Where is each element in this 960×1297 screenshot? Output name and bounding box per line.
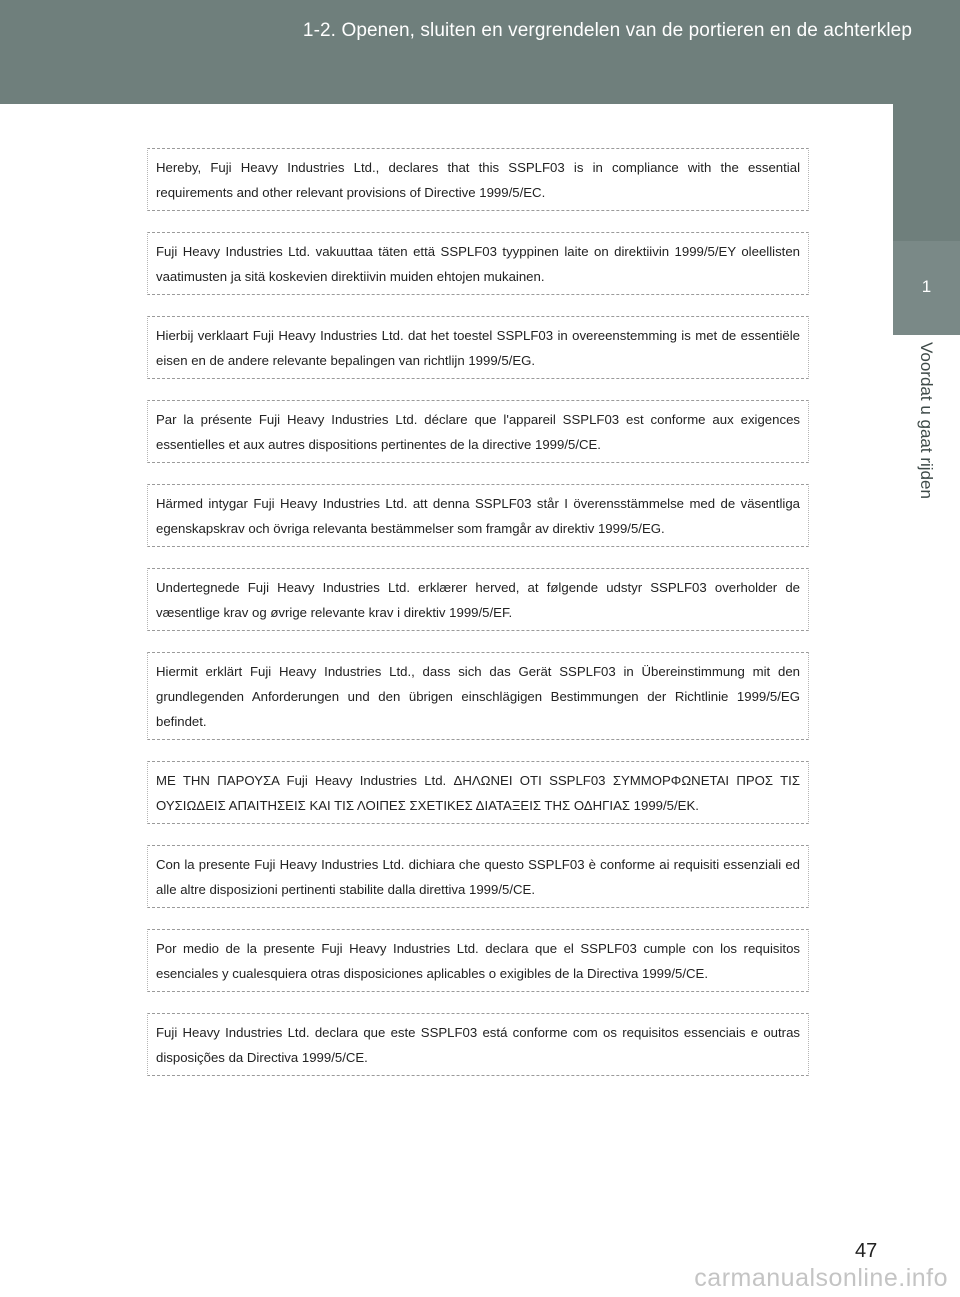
declaration-french: Par la présente Fuji Heavy Industries Ltd. déclare que l'appareil SSPLF03 est conforme aux exigences essentielles et aux autres dispositions pertinentes de la directive 1999/5/CE. [147, 400, 809, 463]
chapter-tab[interactable] [893, 241, 960, 335]
page-number: 47 [855, 1240, 878, 1262]
declaration-italian: Con la presente Fuji Heavy Industries Ltd. dichiara che questo SSPLF03 è conforme ai requisiti essenziali ed alle altre disposizioni pertinenti stabilite dalla direttiva 1999/5/CE. [147, 845, 809, 908]
side-tab-upper [893, 104, 960, 241]
declaration-portuguese: Fuji Heavy Industries Ltd. declara que este SSPLF03 está conforme com os requisitos essenciais e outras disposições da Directiva 1999/5/CE. [147, 1013, 809, 1076]
chapter-label: Voordat u gaat rijden [917, 342, 936, 499]
declaration-list [147, 148, 809, 1076]
declaration-dutch: Hierbij verklaart Fuji Heavy Industries Ltd. dat het toestel SSPLF03 in overeenstemming is met de essentiële eisen en de andere relevante bepalingen van richtlijn 1999/5/EG. [147, 316, 809, 379]
declaration-finnish: Fuji Heavy Industries Ltd. vakuuttaa täten että SSPLF03 tyyppinen laite on direktiivin 1999/5/EY oleellisten vaatimusten ja sitä koskevien direktiivin muiden ehtojen mukainen. [147, 232, 809, 295]
declaration-swedish: Härmed intygar Fuji Heavy Industries Ltd. att denna SSPLF03 står I överensstämmelse med de väsentliga egenskapskrav och övriga relevanta bestämmelser som framgår av direktiv 1999/5/EG. [147, 484, 809, 547]
section-title: 1-2. Openen, sluiten en vergrendelen van de portieren en de achterklep [302, 20, 912, 41]
declaration-german: Hiermit erklärt Fuji Heavy Industries Ltd., dass sich das Gerät SSPLF03 in Übereinstimmung mit den grundlegenden Anforderungen und den übrigen einschlägigen Bestimmungen der Richtlinie 1999/5/EG befindet. [147, 652, 809, 740]
watermark: carmanualsonline.info [694, 1264, 948, 1292]
declaration-danish: Undertegnede Fuji Heavy Industries Ltd. erklærer herved, at følgende udstyr SSPLF03 overholder de væsentlige krav og øvrige relevante krav i direktiv 1999/5/EF. [147, 568, 809, 631]
chapter-number: 1 [921, 277, 932, 296]
header-bar [0, 0, 960, 104]
declaration-english: Hereby, Fuji Heavy Industries Ltd., declares that this SSPLF03 is in compliance with the essential requirements and other relevant provisions of Directive 1999/5/EC. [147, 148, 809, 211]
declaration-spanish: Por medio de la presente Fuji Heavy Industries Ltd. declara que el SSPLF03 cumple con los requisitos esenciales y cualesquiera otras disposiciones aplicables o exigibles de la Directiva 1999/5/CE. [147, 929, 809, 992]
declaration-greek: ΜΕ ΤΗΝ ΠΑΡΟΥΣΑ Fuji Heavy Industries Ltd. ΔΗΛΩΝΕΙ ΟΤΙ SSPLF03 ΣΥΜΜΟΡΦΩΝΕΤΑΙ ΠΡΟΣ ΤΙΣ ΟΥΣΙΩΔΕΙΣ ΑΠΑΙΤΗΣΕΙΣ ΚΑΙ ΤΙΣ ΛΟΙΠΕΣ ΣΧΕΤΙΚΕΣ ΔΙΑΤΑΞΕΙΣ ΤΗΣ ΟΔΗΓΙΑΣ 1999/5/ΕΚ. [147, 761, 809, 824]
